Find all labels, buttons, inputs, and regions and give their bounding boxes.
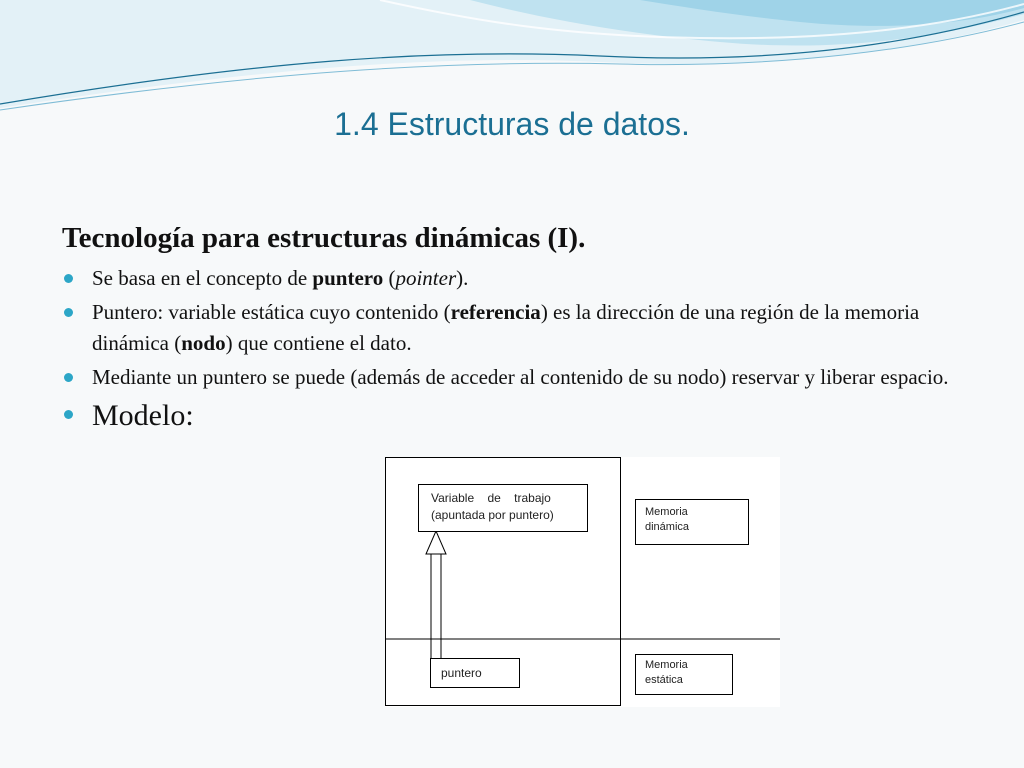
term-pointer: pointer: [395, 266, 457, 290]
static-memory-label-line1: Memoria: [645, 659, 688, 671]
bullet-item-pointer-concept: Se basa en el concepto de puntero (pointer).: [62, 263, 962, 294]
dynamic-memory-label-line2: dinámica: [645, 521, 690, 533]
static-memory-box: [635, 654, 733, 695]
static-memory-label-line2: estática: [645, 674, 683, 686]
pointer-box: [430, 658, 520, 688]
bullet-dot-icon: [64, 373, 73, 382]
term-nodo: nodo: [181, 331, 226, 355]
work-variable-box: [418, 484, 588, 532]
slide-title: 1.4 Estructuras de datos.: [334, 106, 690, 142]
section-heading: Tecnología para estructuras dinámicas (I).: [62, 222, 586, 254]
work-variable-label-line2: (apuntada por puntero): [431, 508, 554, 522]
dynamic-memory-label-line1: Memoria: [645, 506, 688, 518]
bullet-item-pointer-definition: Puntero: variable estática cuyo contenido (referencia) es la dirección de una región de la memoria dinámica (nodo) que contiene el dato.: [62, 297, 962, 359]
term-referencia: referencia: [450, 300, 541, 324]
dynamic-memory-box: [635, 499, 749, 545]
memory-model-diagram: [385, 457, 780, 707]
term-puntero: puntero: [312, 266, 384, 290]
bullet-dot-icon: [64, 308, 73, 317]
pointer-label: puntero: [441, 666, 482, 680]
work-variable-label-line1: Variable de trabajo: [431, 491, 551, 505]
bullet-list: [62, 263, 962, 436]
slide-content: [62, 222, 962, 436]
bullet-item-model: Modelo:: [62, 396, 962, 436]
bullet-item-pointer-usage: Mediante un puntero se puede (además de acceder al contenido de su nodo) reservar y liberar espacio.: [62, 362, 962, 393]
bullet-dot-icon: [64, 274, 73, 283]
bullet-dot-icon: [64, 410, 73, 419]
